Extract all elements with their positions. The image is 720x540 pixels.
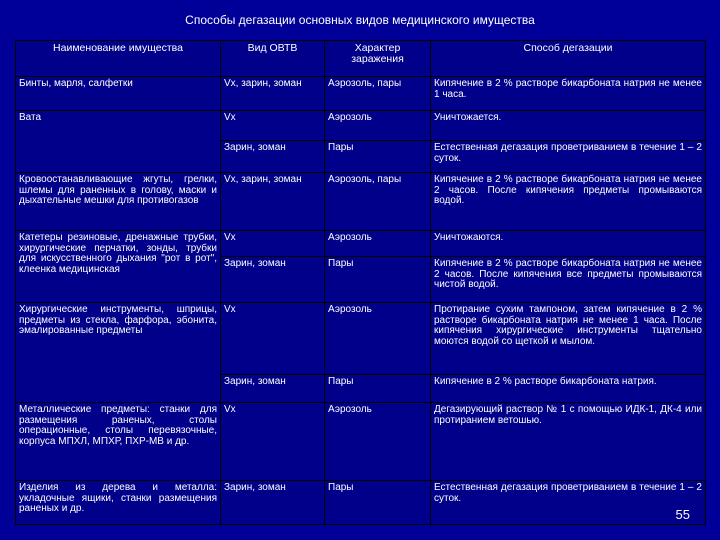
page-number: 55 [675,507,690,522]
cell-method: Уничтожается. [431,111,706,141]
cell-contamination: Аэрозоль, пары [325,173,431,231]
cell-item: Вата [16,111,221,173]
cell-item: Катетеры резиновые, дренажные трубки, хирургические перчатки, зонды, трубки для искусственного дыхания "рот в рот", клеенка медицинская [16,231,221,303]
column-header: Характер заражения [325,41,431,77]
page-title: Способы дегазации основных видов медицинского имущества [185,13,535,27]
cell-agent: Vx, зарин, зоман [221,77,325,111]
table-row [16,303,706,375]
column-header: Вид ОВТВ [221,41,325,77]
cell-item: Кровоостанавливающие жгуты, грелки, шлемы для раненных в голову, маски и дыхательные мешки для противогазов [16,173,221,231]
cell-method: Уничтожаются. [431,231,706,257]
table-row [16,111,706,141]
cell-agent: Зарин, зоман [221,375,325,403]
cell-contamination: Аэрозоль [325,231,431,257]
table-row [16,403,706,481]
cell-contamination: Пары [325,375,431,403]
table-header-row [16,41,706,77]
cell-method: Кипячение в 2 % растворе бикарбоната натрия не менее 2 часов. После кипячения предметы промываются водой. [431,173,706,231]
cell-contamination: Аэрозоль [325,111,431,141]
cell-method: Кипячение в 2 % растворе бикарбоната натрия не менее 2 часов. После кипячения все предметы промываются чистой водой. [431,257,706,303]
cell-agent: Vx, зарин, зоман [221,173,325,231]
cell-item: Хирургические инструменты, шприцы, предметы из стекла, фарфора, эбонита, эмалированные предметы [16,303,221,403]
cell-contamination: Пары [325,141,431,173]
cell-method: Кипячение в 2 % растворе бикарбоната натрия не менее 1 часа. [431,77,706,111]
cell-agent: Vx [221,403,325,481]
table-row [16,231,706,257]
cell-item: Изделия из дерева и металла: укладочные ящики, станки размещения раненых и др. [16,481,221,525]
cell-method: Естественная дегазация проветриванием в течение 1 – 2 суток. [431,141,706,173]
cell-method: Дегазирующий раствор № 1 с помощью ИДК-1, ДК-4 или протиранием ветошью. [431,403,706,481]
cell-agent: Зарин, зоман [221,141,325,173]
table-row [16,77,706,111]
cell-item: Бинты, марля, салфетки [16,77,221,111]
table-row [16,481,706,525]
cell-contamination: Пары [325,257,431,303]
cell-method: Протирание сухим тампоном, затем кипячение в 2 % растворе бикарбоната натрия не менее 1 часа. После кипячения хирургические инструменты тщательно моются водой со щеткой и мылом. [431,303,706,375]
cell-method: Естественная дегазация проветриванием в течение 1 – 2 суток. [431,481,706,525]
cell-contamination: Аэрозоль [325,303,431,375]
column-header: Наименование имущества [16,41,221,77]
decontamination-table [15,40,706,525]
table-row [16,173,706,231]
cell-agent: Vx [221,303,325,375]
cell-agent: Vx [221,111,325,141]
cell-agent: Зарин, зоман [221,257,325,303]
cell-agent: Зарин, зоман [221,481,325,525]
cell-method: Кипячение в 2 % растворе бикарбоната натрия. [431,375,706,403]
cell-item: Металлические предметы: станки для размещения раненых, столы операционные, столы перевязочные, корпуса МПХЛ, МПХР, ПХР-МВ и др. [16,403,221,481]
cell-contamination: Аэрозоль, пары [325,77,431,111]
cell-contamination: Аэрозоль [325,403,431,481]
cell-contamination: Пары [325,481,431,525]
cell-agent: Vx [221,231,325,257]
column-header: Способ дегазации [431,41,706,77]
